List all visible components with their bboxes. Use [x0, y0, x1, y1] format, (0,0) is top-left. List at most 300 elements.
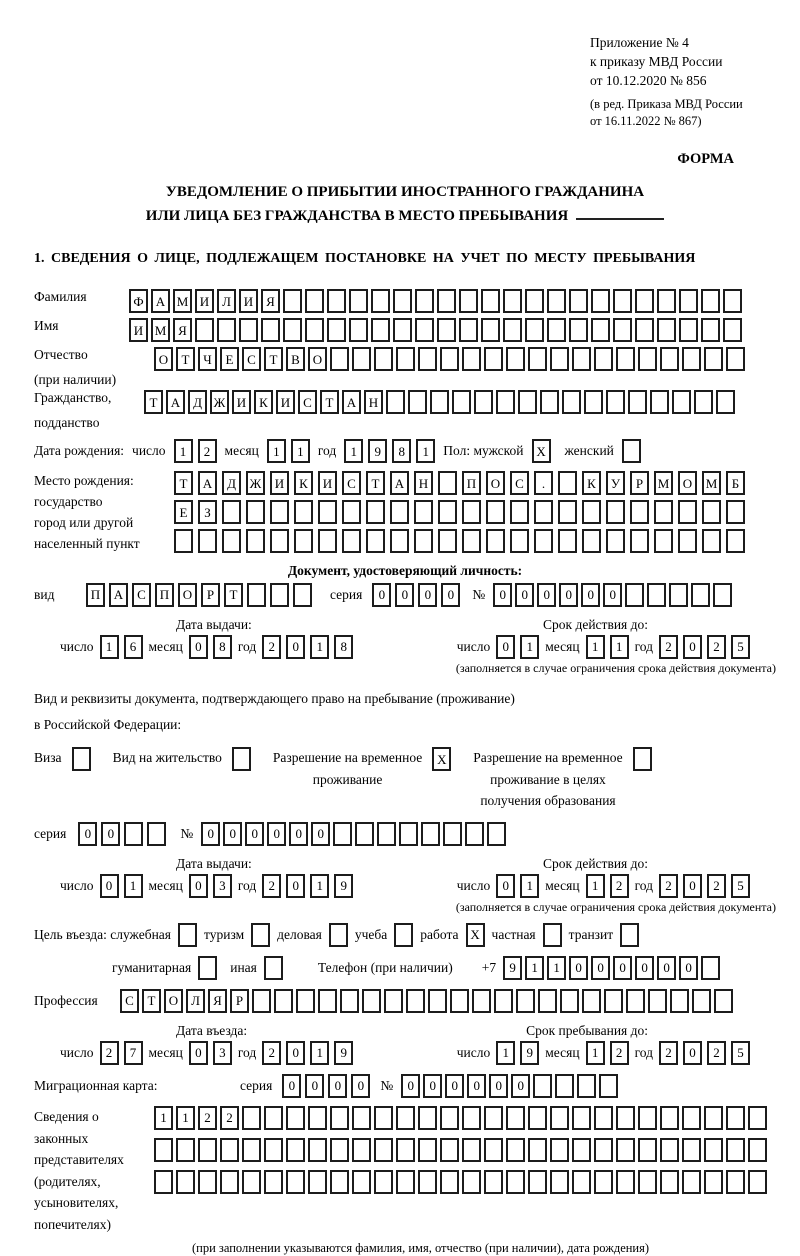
mc-series-label: серия: [240, 1077, 273, 1093]
form-cell: 0: [591, 956, 610, 980]
form-cell: 0: [581, 583, 600, 607]
form-cell: [682, 1170, 701, 1194]
form-cell: [252, 989, 271, 1013]
appendix-line: Приложение № 4: [590, 35, 689, 50]
form-cell: 0: [537, 583, 556, 607]
migration-card-label: Миграционная карта:: [34, 1077, 158, 1093]
phone-label: Телефон (при наличии): [317, 959, 453, 975]
form-cell: 0: [305, 1074, 324, 1098]
form-cell: [296, 989, 315, 1013]
form-cell: [723, 289, 742, 313]
form-cell: 0: [286, 635, 305, 659]
form-cell: И: [195, 289, 214, 313]
official-checkbox: [178, 923, 197, 947]
form-cell: [704, 347, 723, 371]
form-cell: Д: [188, 390, 207, 414]
form-cell: 6: [124, 635, 143, 659]
form-cell: 0: [493, 583, 512, 607]
form-cell: [660, 347, 679, 371]
form-cell: 0: [267, 822, 286, 846]
doc-valid-day-cells: [496, 635, 539, 659]
form-cell: П: [86, 583, 105, 607]
title-blank-line: [576, 206, 664, 220]
form-cell: [506, 1170, 525, 1194]
form-cell: [528, 1138, 547, 1162]
form-cell: [462, 1170, 481, 1194]
form-cell: О: [164, 989, 183, 1013]
residence-issue-day-cells: [100, 874, 143, 898]
form-cell: [396, 1138, 415, 1162]
form-cell: 2: [707, 874, 726, 898]
form-cell: 0: [289, 822, 308, 846]
form-cell: [606, 390, 625, 414]
form-cell: [572, 1138, 591, 1162]
form-cell: [594, 1170, 613, 1194]
form-cell: [246, 529, 265, 553]
form-cell: [349, 289, 368, 313]
form-cell: [274, 989, 293, 1013]
form-cell: [625, 583, 644, 607]
form-cell: [616, 1170, 635, 1194]
form-cell: Р: [201, 583, 220, 607]
form-cell: [342, 500, 361, 524]
form-cell: [630, 500, 649, 524]
form-cell: [305, 289, 324, 313]
form-cell: [630, 529, 649, 553]
sex-female-checkbox: [622, 439, 641, 463]
form-cell: 5: [731, 874, 750, 898]
form-cell: 0: [245, 822, 264, 846]
form-cell: [525, 318, 544, 342]
form-cell: [691, 583, 710, 607]
form-cell: Д: [222, 471, 241, 495]
form-cell: [510, 529, 529, 553]
form-cell: [487, 822, 506, 846]
form-cell: [222, 529, 241, 553]
form-cell: [550, 1106, 569, 1130]
form-cell: П: [462, 471, 481, 495]
form-cell: 0: [657, 956, 676, 980]
form-cell: 0: [311, 822, 330, 846]
form-cell: 0: [418, 583, 437, 607]
form-cell: [443, 822, 462, 846]
form-cell: Т: [144, 390, 163, 414]
form-cell: [547, 289, 566, 313]
form-cell: [701, 956, 720, 980]
form-cell: Р: [630, 471, 649, 495]
birth-day-cells: [174, 439, 217, 463]
form-cell: [660, 1138, 679, 1162]
form-cell: 0: [683, 635, 702, 659]
form-cell: [713, 583, 732, 607]
form-cell: [550, 347, 569, 371]
form-cell: [486, 529, 505, 553]
form-cell: 0: [401, 1074, 420, 1098]
form-cell: А: [198, 471, 217, 495]
form-cell: [437, 289, 456, 313]
form-cell: [616, 1138, 635, 1162]
form-cell: [462, 347, 481, 371]
form-cell: [657, 289, 676, 313]
form-cell: [264, 1170, 283, 1194]
form-cell: [669, 583, 688, 607]
stay-until-date: число 1 9 месяц 1 2 год 2 0 2 5: [457, 1041, 750, 1065]
form-cell: [594, 1106, 613, 1130]
residence-number-cells: [201, 822, 506, 846]
form-cell: 0: [496, 635, 515, 659]
residence-valid-header: Срок действия до:: [543, 855, 648, 871]
form-cell: [333, 822, 352, 846]
doc-kind-cells: [86, 583, 312, 607]
form-cell: А: [342, 390, 361, 414]
form-cell: [702, 500, 721, 524]
birth-place-cells-1: [174, 471, 745, 495]
form-cell: 2: [707, 635, 726, 659]
work-label: работа: [420, 926, 459, 942]
form-cell: [647, 583, 666, 607]
form-cell: 0: [496, 874, 515, 898]
form-cell: М: [702, 471, 721, 495]
form-cell: [682, 1138, 701, 1162]
form-cell: Н: [414, 471, 433, 495]
other-label: иная: [230, 959, 257, 975]
birth-place-label: Место рождения: государство город или другой населенный пункт: [34, 473, 140, 551]
form-cell: [654, 500, 673, 524]
form-cell: [726, 1170, 745, 1194]
form-cell: [528, 1106, 547, 1130]
form-cell: [613, 289, 632, 313]
form-cell: [222, 500, 241, 524]
form-cell: [584, 390, 603, 414]
form-cell: [418, 1106, 437, 1130]
form-cell: [362, 989, 381, 1013]
doc-kind-label: вид: [34, 586, 55, 602]
form-cell: О: [678, 471, 697, 495]
residence-series-cells: [78, 822, 166, 846]
form-cell: [242, 1170, 261, 1194]
form-cell: [599, 1074, 618, 1098]
form-cell: [591, 289, 610, 313]
form-cell: 9: [334, 874, 353, 898]
form-cell: М: [173, 289, 192, 313]
form-cell: [562, 390, 581, 414]
form-cell: [366, 529, 385, 553]
residence-issue-year-cells: [262, 874, 353, 898]
doc-valid-note: (заполняется в случае ограничения срока действия документа): [455, 660, 776, 675]
form-cell: [506, 347, 525, 371]
form-cell: 2: [198, 439, 217, 463]
birth-date-row: [34, 439, 776, 463]
residence-dates-headers: [34, 856, 776, 872]
residence-dates-row: [34, 874, 776, 898]
form-cell: [305, 318, 324, 342]
study-checkbox: [394, 923, 413, 947]
form-cell: [638, 1170, 657, 1194]
form-cell: [726, 347, 745, 371]
form-cell: 1: [547, 956, 566, 980]
form-cell: [329, 923, 348, 947]
form-cell: 0: [100, 874, 119, 898]
business-label: деловая: [277, 926, 322, 942]
private-label: частная: [491, 926, 536, 942]
form-cell: А: [109, 583, 128, 607]
form-cell: [528, 1170, 547, 1194]
form-cell: 2: [262, 874, 281, 898]
form-cell: [440, 1106, 459, 1130]
form-cell: [569, 318, 588, 342]
citizenship-row2: [34, 415, 776, 431]
form-cell: 0: [635, 956, 654, 980]
form-cell: [261, 318, 280, 342]
surname-label: Фамилия: [34, 289, 87, 305]
doc-valid-year-cells: [659, 635, 750, 659]
form-cell: [528, 347, 547, 371]
form-cell: 9: [334, 1041, 353, 1065]
migration-card-row: [34, 1074, 776, 1098]
form-cell: [232, 747, 251, 771]
form-cell: [406, 989, 425, 1013]
form-cell: [308, 1138, 327, 1162]
form-cell: 0: [603, 583, 622, 607]
form-cell: 0: [78, 822, 97, 846]
form-cell: [270, 583, 289, 607]
form-cell: [560, 989, 579, 1013]
form-cell: [418, 347, 437, 371]
entry-year-cells: [262, 1041, 353, 1065]
form-cell: [616, 1106, 635, 1130]
form-cell: [242, 1138, 261, 1162]
phone-prefix: +7: [481, 959, 497, 975]
form-cell: И: [270, 471, 289, 495]
form-cell: [450, 989, 469, 1013]
form-cell: [147, 822, 166, 846]
stay-day-cells: [496, 1041, 539, 1065]
form-cell: [327, 289, 346, 313]
form-cell: Я: [208, 989, 227, 1013]
form-cell: [635, 318, 654, 342]
form-cell: [481, 289, 500, 313]
form-cell: [374, 1138, 393, 1162]
form-cell: 0: [613, 956, 632, 980]
form-cell: [538, 989, 557, 1013]
temp-residence-checkbox: [432, 747, 451, 771]
form-cell: [494, 989, 513, 1013]
form-cell: [496, 390, 515, 414]
representatives-label: Сведения о законных представителях (родителях, усыновителях, попечителях): [34, 1108, 124, 1232]
private-checkbox: [543, 923, 562, 947]
patronymic-note-row: [34, 372, 776, 388]
form-cell: [572, 347, 591, 371]
form-cell: [694, 390, 713, 414]
form-cell: 0: [467, 1074, 486, 1098]
form-cell: [428, 989, 447, 1013]
sex-male-checkbox: [532, 439, 551, 463]
residence-valid-note: (заполняется в случае ограничения срока действия документа): [455, 899, 776, 914]
form-cell: [318, 989, 337, 1013]
name-label: Имя: [34, 318, 59, 334]
form-cell: 1: [525, 956, 544, 980]
form-cell: 1: [496, 1041, 515, 1065]
stay-month-cells: [586, 1041, 629, 1065]
birth-place-cells-3: [174, 529, 745, 553]
form-cell: 2: [659, 1041, 678, 1065]
form-cell: [459, 318, 478, 342]
form-cell: О: [178, 583, 197, 607]
surname-row: [34, 289, 776, 313]
form-cell: [195, 318, 214, 342]
form-cell: Л: [186, 989, 205, 1013]
form-cell: [481, 318, 500, 342]
form-cell: [670, 989, 689, 1013]
mc-number-label: №: [380, 1077, 394, 1093]
title-line2: ИЛИ ЛИЦА БЕЗ ГРАЖДАНСТВА В МЕСТО ПРЕБЫВАНИЯ: [34, 204, 776, 229]
form-cell: [484, 347, 503, 371]
form-cell: М: [151, 318, 170, 342]
form-cell: [626, 989, 645, 1013]
form-cell: [396, 347, 415, 371]
form-cell: 2: [610, 874, 629, 898]
appendix-revision: (в ред. Приказа МВД России от 16.11.2022 № 867): [590, 96, 743, 129]
profession-label: Профессия: [34, 992, 98, 1008]
form-cell: Т: [142, 989, 161, 1013]
form-cell: [270, 500, 289, 524]
residence-valid-day-cells: [496, 874, 539, 898]
doc-issue-date: число 1 6 месяц 0 8 год 2 0 1 8: [60, 635, 353, 659]
form-cell: 0: [423, 1074, 442, 1098]
other-checkbox: [264, 956, 283, 980]
form-cell: 1: [174, 439, 193, 463]
form-cell: С: [510, 471, 529, 495]
form-cell: [415, 289, 434, 313]
form-cell: [582, 989, 601, 1013]
name-row: [34, 318, 776, 342]
form-cell: [555, 1074, 574, 1098]
form-cell: [516, 989, 535, 1013]
form-cell: К: [582, 471, 601, 495]
if-any-label: (при наличии): [34, 372, 117, 388]
form-cell: 1: [586, 635, 605, 659]
residence-issue-header: Дата выдачи:: [176, 855, 252, 871]
form-cell: [701, 318, 720, 342]
form-cell: 0: [101, 822, 120, 846]
citizenship-cells: [144, 390, 735, 414]
form-cell: С: [242, 347, 261, 371]
form-cell: [484, 1138, 503, 1162]
birth-year-cells: [344, 439, 435, 463]
residence-issue-month-cells: [189, 874, 232, 898]
form-cell: [628, 390, 647, 414]
temp-residence-edu-option: Разрешение на временное проживание в целях получения образования: [473, 747, 651, 812]
form-cell: [308, 1170, 327, 1194]
form-cell: [679, 289, 698, 313]
form-cell: 1: [610, 635, 629, 659]
form-cell: [748, 1138, 767, 1162]
form-cell: [591, 318, 610, 342]
form-cell: [386, 390, 405, 414]
stay-year-cells: [659, 1041, 750, 1065]
residence-valid-date: число 0 1 месяц 1 2 год 2 0 2 5: [457, 874, 750, 898]
form-cell: Ф: [129, 289, 148, 313]
form-cell: [606, 529, 625, 553]
form-cell: 0: [282, 1074, 301, 1098]
year-label: год: [317, 443, 337, 459]
profession-row: [34, 989, 776, 1013]
form-cell: [723, 318, 742, 342]
form-cell: [569, 289, 588, 313]
form-cell: [418, 1170, 437, 1194]
form-cell: [503, 289, 522, 313]
form-cell: [503, 318, 522, 342]
form-cell: [264, 1106, 283, 1130]
title-line1: УВЕДОМЛЕНИЕ О ПРИБЫТИИ ИНОСТРАННОГО ГРАЖДАНИНА: [165, 183, 645, 200]
visa-checkbox: [72, 747, 91, 771]
form-cell: 0: [286, 874, 305, 898]
form-cell: 0: [683, 1041, 702, 1065]
transit-label: транзит: [568, 926, 614, 942]
form-cell: [660, 1106, 679, 1130]
form-cell: [327, 318, 346, 342]
form-cell: [286, 1106, 305, 1130]
form-cell: [506, 1138, 525, 1162]
form-cell: Я: [173, 318, 192, 342]
form-cell: [682, 347, 701, 371]
form-cell: Т: [174, 471, 193, 495]
form-cell: [308, 1106, 327, 1130]
entry-dates-row: [34, 1041, 776, 1065]
form-cell: [620, 923, 639, 947]
sex-female-label: женский: [564, 443, 614, 459]
form-cell: [286, 1170, 305, 1194]
form-cell: [394, 923, 413, 947]
form-cell: [726, 500, 745, 524]
form-cell: [540, 390, 559, 414]
form-cell: 5: [731, 1041, 750, 1065]
form-cell: А: [151, 289, 170, 313]
form-cell: [622, 439, 641, 463]
form-cell: [678, 529, 697, 553]
form-cell: [462, 1106, 481, 1130]
form-cell: [390, 529, 409, 553]
form-cell: К: [294, 471, 313, 495]
month-label: месяц: [224, 443, 259, 459]
form-cell: [692, 989, 711, 1013]
form-cell: 0: [189, 635, 208, 659]
form-cell: [242, 1106, 261, 1130]
form-cell: [198, 529, 217, 553]
form-cell: [438, 500, 457, 524]
entry-date: число 2 7 месяц 0 3 год 2 0 1 9: [60, 1041, 353, 1065]
patronymic-cells: [154, 347, 745, 371]
form-cell: 2: [707, 1041, 726, 1065]
entry-day-cells: [100, 1041, 143, 1065]
form-cell: Т: [224, 583, 243, 607]
form-cell: [635, 289, 654, 313]
form-cell: [638, 347, 657, 371]
doc-valid-month-cells: [586, 635, 629, 659]
form-cell: 5: [731, 635, 750, 659]
form-cell: X: [432, 747, 451, 771]
form-cell: [682, 1106, 701, 1130]
form-cell: [414, 529, 433, 553]
form-cell: [330, 347, 349, 371]
representatives-block: [34, 1106, 776, 1236]
form-cell: [550, 1138, 569, 1162]
form-cell: [558, 471, 577, 495]
residence-issue-date: число 0 1 месяц 0 3 год 2 0 1 9: [60, 874, 353, 898]
form-cell: 0: [351, 1074, 370, 1098]
name-cells: [129, 318, 742, 342]
form-cell: [198, 956, 217, 980]
